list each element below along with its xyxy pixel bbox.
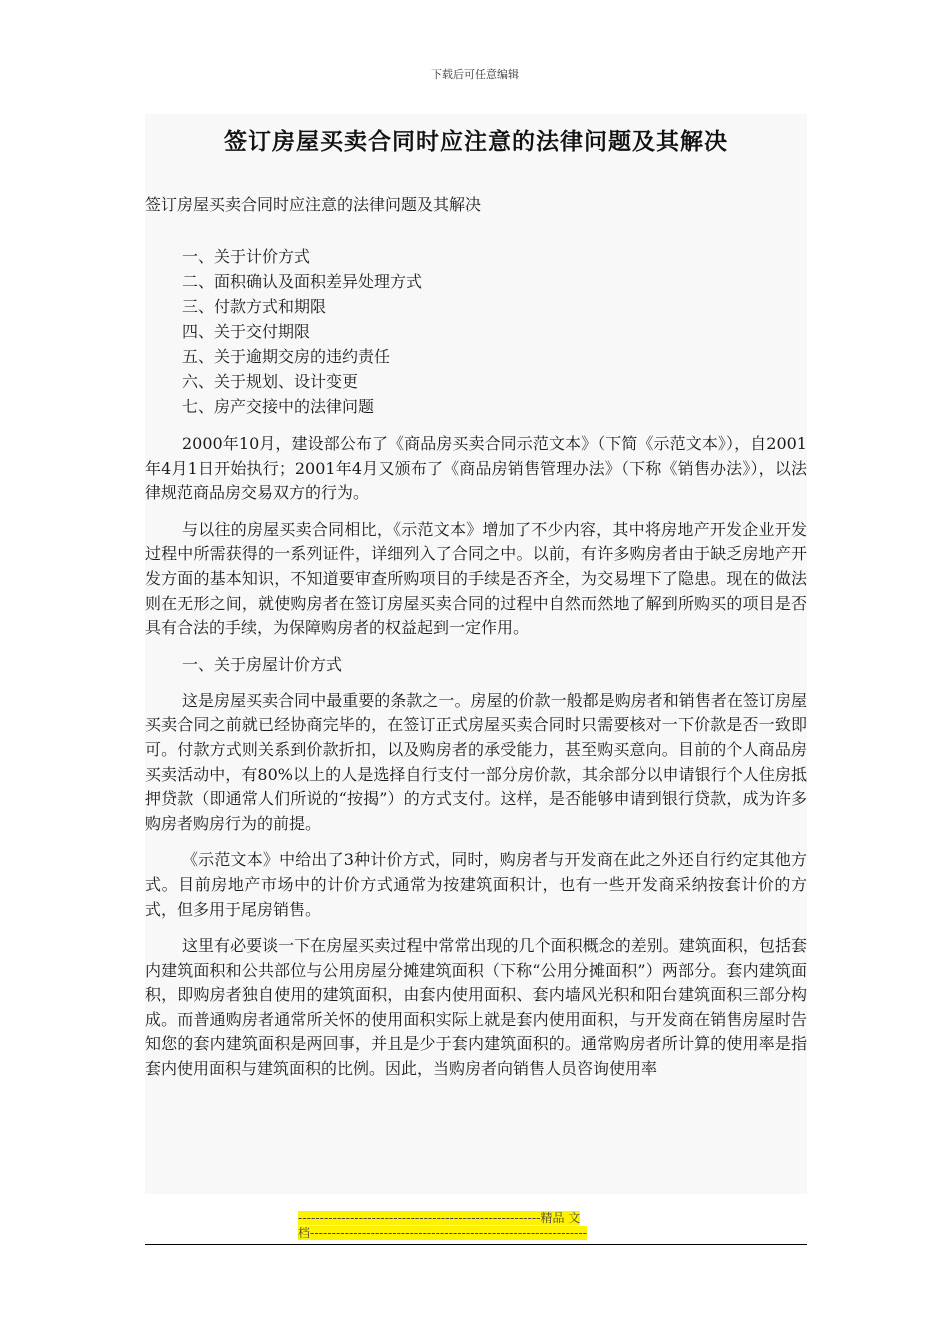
- document-body: [145, 114, 807, 1194]
- section-heading: 一、关于房屋计价方式: [182, 654, 343, 674]
- body-paragraph: 这里有必要谈一下在房屋买卖过程中常常出现的几个面积概念的差别。建筑面积，包括套内建筑面积和公共部位与公用房屋分摊建筑面积（下称“公用分摊面积”）两部分。套内建筑面积，即购房者独自使用的建筑面积，由套内使用面积、套内墙风光积和阳台建筑面积三部分构成。而普通购房者通常所关怀的使用面积实际上就是套内使用面积，与开发商在销售房屋时告知您的套内建筑面积是两回事，并且是少于套内建筑面积的。通常购房者所计算的使用率是指套内使用面积与建筑面积的比例。因此，当购房者向销售人员咨询使用率: [145, 936, 807, 1079]
- document-subtitle: 签订房屋买卖合同时应注意的法律问题及其解决: [145, 195, 482, 214]
- footer-line: --------------------------------------------------------精品 文: [298, 1211, 581, 1225]
- table-of-contents: [182, 244, 807, 419]
- body-paragraph: 与以往的房屋买卖合同相比，《示范文本》增加了不少内容，其中将房地产开发企业开发过程中所需获得的一系列证件，详细列入了合同之中。以前，有许多购房者由于缺乏房地产开发方面的基本知识，不知道要审查所购项目的手续是否齐全，为交易埋下了隐患。现在的做法则在无形之间，就使购房者在签订房屋买卖合同的过程中自然而然地了解到所购买的项目是否具有合法的手续，为保障购房者的权益起到一定作用。: [145, 519, 807, 638]
- body-paragraph: 这是房屋买卖合同中最重要的条款之一。房屋的价款一般都是购房者和销售者在签订房屋买卖合同之前就已经协商完毕的，在签订正式房屋买卖合同时只需要核对一下价款是否一致即可。付款方式则关系到价款折扣，以及购房者的承受能力，甚至购买意向。目前的个人商品房买卖活动中，有80%以上的人是选择自行支付一部分房价款，其余部分以申请银行个人住房抵押贷款（即通常人们所说的“按揭”）的方式支付。这样，是否能够申请到银行贷款，成为许多购房者购房行为的前提。: [145, 690, 807, 833]
- header-note: 下载后可任意编辑: [431, 68, 519, 81]
- toc-item: 五、关于逾期交房的违约责任: [182, 347, 391, 366]
- body-paragraph: 《示范文本》中给出了3种计价方式，同时，购房者与开发商在此之外还自行约定其他方式。目前房地产市场中的计价方式通常为按建筑面积计，也有一些开发商采纳按套计价的方式，但多用于尾房销售。: [145, 850, 807, 919]
- toc-item: 二、面积确认及面积差异处理方式: [182, 272, 423, 291]
- document-title: 签订房屋买卖合同时应注意的法律问题及其解决: [224, 128, 728, 155]
- footer-line: 档----------------------------------------------------------------: [298, 1226, 588, 1240]
- footer-watermark: [298, 1211, 643, 1241]
- footer-divider: [145, 1244, 807, 1245]
- toc-item: 四、关于交付期限: [182, 322, 311, 341]
- toc-item: 一、关于计价方式: [182, 247, 311, 266]
- toc-item: 三、付款方式和期限: [182, 297, 327, 316]
- body-paragraph: 2000年10月，建设部公布了《商品房买卖合同示范文本》（下简《示范文本》），自2001年4月1日开始执行；2001年4月又颁布了《商品房销售管理办法》（下称《销售办法》），以法律规范商品房交易双方的行为。: [145, 434, 807, 503]
- toc-item: 六、关于规划、设计变更: [182, 372, 359, 391]
- toc-item: 七、房产交接中的法律问题: [182, 397, 375, 416]
